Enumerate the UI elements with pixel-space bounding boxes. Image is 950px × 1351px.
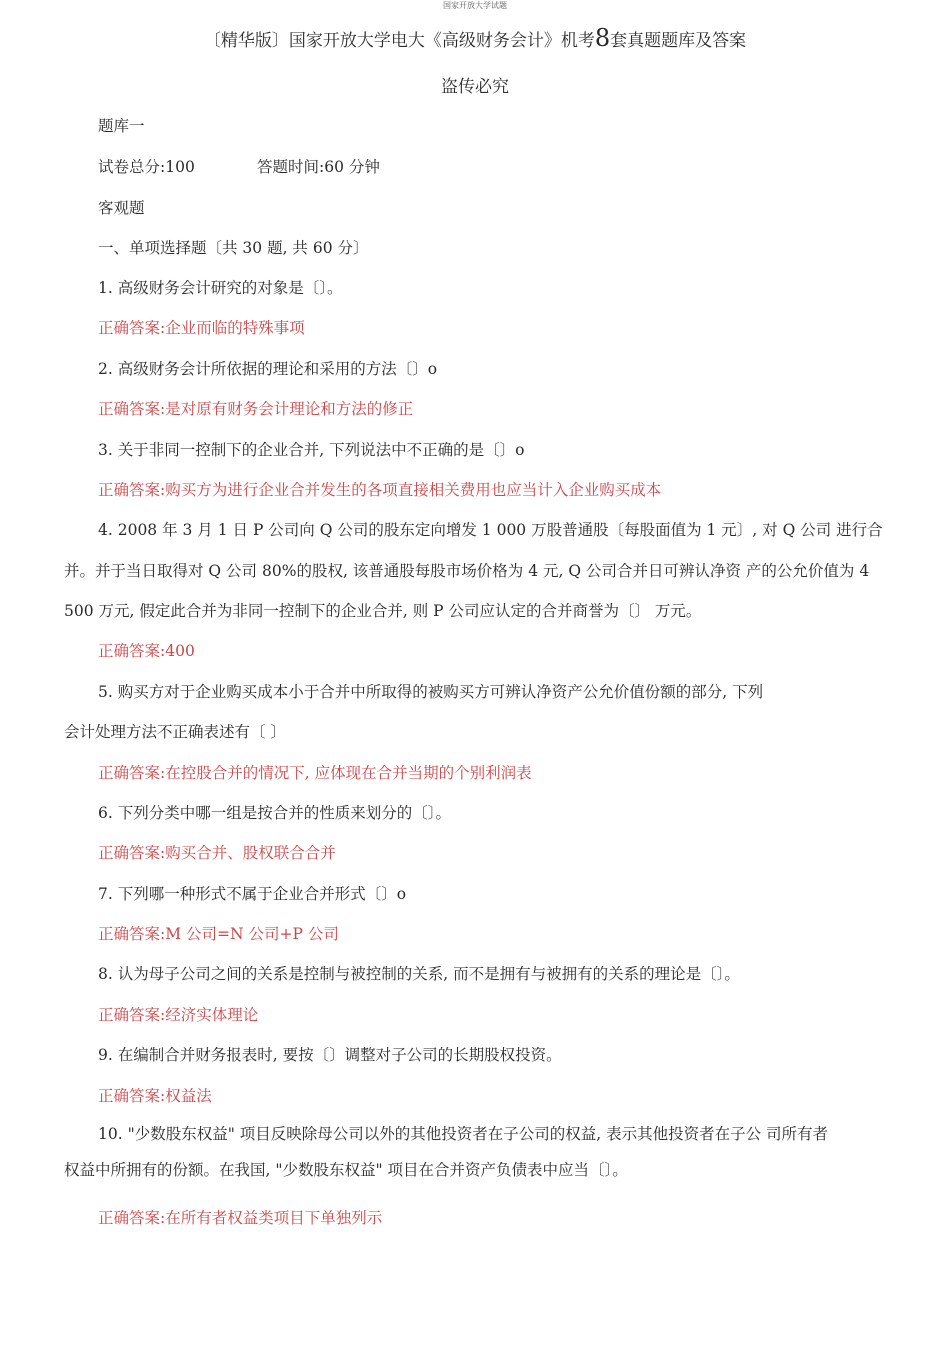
document-subtitle: 盗传必究 [441,77,509,97]
exam-total-score: 试卷总分:100 [98,158,195,176]
question-8: 8. 认为母子公司之间的关系是控制与被控制的关系, 而不是拥有与被拥有的关系的理论是〔〕。 [98,965,740,983]
question-2: 2. 高级财务会计所依据的理论和采用的方法〔〕o [98,360,438,378]
answer-4: 正确答案:400 [98,642,195,660]
question-10-line-2: 权益中所拥有的份额。在我国, "少数股东权益" 项目在合并资产负债表中应当〔〕。 [64,1161,628,1179]
title-text-before: 〔精华版〕国家开放大学电大《高级财务会计》机考 [203,31,595,51]
question-7: 7. 下列哪一种形式不属于企业合并形式〔〕o [98,885,407,903]
question-5-line-1: 5. 购买方对于企业购买成本小于合并中所取得的被购买方可辨认净资产公允价值份额的部分, 下列 [98,683,764,701]
question-4-line-1: 4. 2008 年 3 月 1 日 P 公司向 Q 公司的股东定向增发 1 000 万股普通股〔每股面值为 1 元〕, 对 Q 公司 进行合 [98,521,883,539]
answer-7: 正确答案:M 公司=N 公司+P 公司 [98,925,339,943]
question-6: 6. 下列分类中哪一组是按合并的性质来划分的〔〕。 [98,804,451,822]
answer-2: 正确答案:是对原有财务会计理论和方法的修正 [98,400,414,418]
document-title [0,24,950,52]
answer-3: 正确答案:购买方为进行企业合并发生的各项直接相关费用也应当计入企业购买成本 [98,481,662,499]
title-text-after: 套真题题库及答案 [610,31,747,51]
answer-8: 正确答案:经济实体理论 [98,1006,259,1024]
page-header-mark: 国家开放大学试题 [443,1,507,10]
answer-10: 正确答案:在所有者权益类项目下单独列示 [98,1209,383,1227]
answer-9: 正确答案:权益法 [98,1087,212,1105]
title-number: 8 [594,24,611,52]
question-1: 1. 高级财务会计研究的对象是〔〕。 [98,279,343,297]
question-bank-label: 题库一 [98,117,145,135]
question-10-line-1: 10. "少数股东权益" 项目反映除母公司以外的其他投资者在子公司的权益, 表示其他投资者在子公 司所有者 [98,1125,829,1143]
answer-5: 正确答案:在控股合并的情况下, 应体现在合并当期的个别利润表 [98,764,532,782]
question-3: 3. 关于非同一控制下的企业合并, 下列说法中不正确的是〔〕o [98,441,525,459]
question-5-line-2: 会计处理方法不正确表述有〔 〕 [64,723,286,741]
answer-1: 正确答案:企业而临的特殊事项 [98,319,305,337]
answer-6: 正确答案:购买合并、股权联合合并 [98,844,336,862]
question-4-line-3: 500 万元, 假定此合并为非同一控制下的企业合并, 则 P 公司应认定的合并商誉为〔〕 万元。 [64,602,702,620]
question-4-line-2: 并。并于当日取得对 Q 公司 80%的股权, 该普通股每股市场价格为 4 元, Q 公司合并日可辨认净资 产的公允价值为 4 [64,562,870,580]
exam-duration: 答题时间:60 分钟 [257,158,380,176]
section-type: 客观题 [98,199,145,217]
question-9: 9. 在编制合并财务报表时, 要按〔〕调整对子公司的长期股权投资。 [98,1046,562,1064]
section-heading: 一、单项选择题〔共 30 题, 共 60 分〕 [98,239,369,257]
